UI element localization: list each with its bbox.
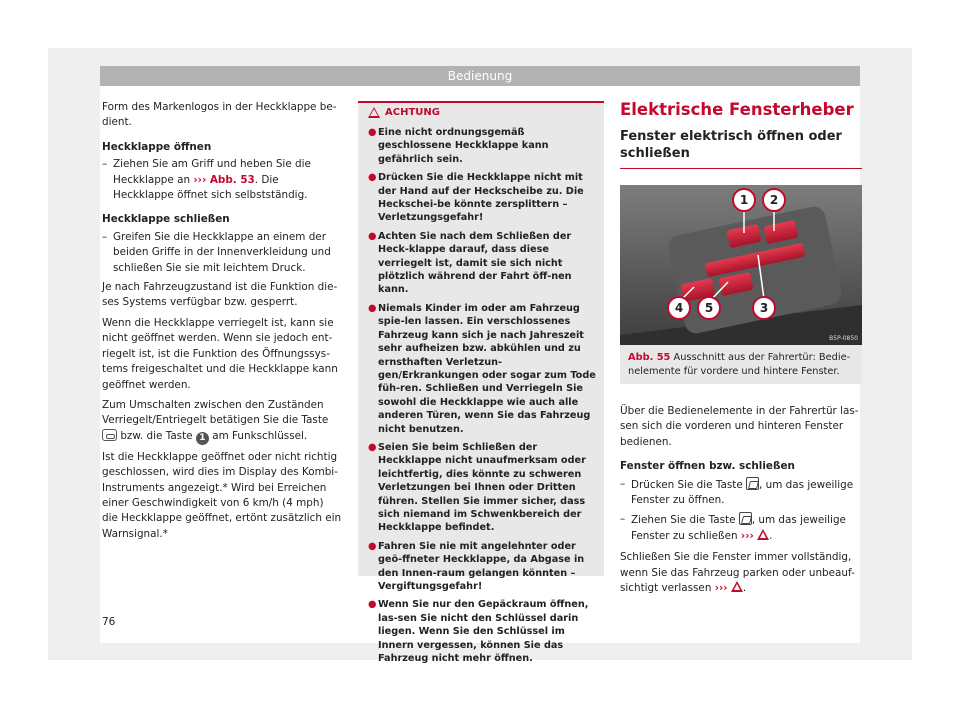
list-dash: – (102, 158, 108, 171)
bullet-icon: ● (368, 172, 377, 184)
window-switch-photo (620, 185, 862, 345)
callout-3: 3 (759, 301, 769, 315)
right-column (620, 100, 862, 601)
section-title: Elektrische Fensterheber (620, 100, 854, 119)
list-text: Greifen Sie die Heckklappe an einem der beiden Griffe in der Innenverkleidung und schließen Sie sie mit leichtem Druck. (113, 230, 331, 274)
locked-paragraph: Wenn die Heckklappe verriegelt ist, kann sie nicht geöffnet werden. Wenn sie jedoch ent-riegelt ist, ist die Funktion des Öffnungssys-tems freigeschaltet und die Heckklappe kann geöffnet werden. (102, 316, 338, 391)
state-paragraph: Je nach Fahrzeugzustand ist die Funktion die-ses Systems verfügbar bzw. gesperrt. (102, 281, 338, 309)
list-item-open (102, 157, 342, 203)
warning-triangle-icon (757, 529, 769, 540)
warning-reference-link[interactable]: ››› (740, 529, 754, 542)
warning-box (358, 101, 604, 665)
heading-close-tailgate: Heckklappe schließen (102, 213, 230, 226)
window-switch-icon (739, 512, 752, 525)
bullet-icon: ● (368, 441, 377, 453)
tailgate-key-icon (102, 429, 117, 441)
key-button-number-badge: 1 (196, 432, 209, 445)
list-item-press: – Drücken Sie die Taste , um das jeweilige Fenster zu öffnen. (620, 477, 862, 509)
warning-item: ● Niemals Kinder im oder am Fahrzeug spie-len lassen. Ein verschlossenes Fahrzeug kann sich je nach Jahreszeit sehr aufheizen bzw. abkühlen und zu ernsthaften Verletzun-gen/Erkrankungen oder sogar zum Tode füh-ren. Schließen und Verriegeln Sie sowohl die Heckklappe wie auch alle anderen Türen, wenn Sie das Fahrzeug nicht benutzen. (368, 302, 596, 435)
caption-label: Abb. 55 (628, 352, 671, 363)
heading-open-tailgate: Heckklappe öffnen (102, 140, 212, 153)
warning-item: ● Fahren Sie nie mit angelehnter oder geö-ffneter Heckklappe, da Abgase in den Innen-raum gelangen könnten – Vergiftungsgefahr! (368, 540, 585, 592)
close-windows-paragraph: Schließen Sie die Fenster immer vollständig, wenn Sie das Fahrzeug parken oder unbeauf-sichtigt verlassen ››› . (620, 551, 855, 595)
callout-4: 4 (674, 301, 684, 315)
list-item-close (102, 230, 342, 276)
window-switch-icon (746, 477, 759, 490)
intro-window-paragraph: Über die Bedienelemente in der Fahrertür las-sen sich die vorderen und hinteren Fenster bedienen. (620, 405, 859, 448)
callout-2: 2 (769, 193, 779, 207)
list-dash: – (620, 477, 626, 490)
warning-triangle-icon (731, 581, 743, 592)
warning-header (358, 103, 604, 121)
bullet-icon: ● (368, 127, 377, 138)
caption-text: Ausschnitt aus der Fahrertür: Bedie-nelemente für vordere und hintere Fenster. (628, 352, 851, 377)
figure (620, 185, 862, 384)
list-text: . Die Heckklappe öffnet sich selbstständig. (113, 173, 308, 202)
page-number: 76 (102, 616, 116, 628)
list-dash: – (102, 230, 108, 243)
figure-reference-link[interactable]: ››› Abb. 53 (193, 173, 255, 186)
figure-code: B5P-0850 (829, 335, 858, 342)
switch-paragraph: Zum Umschalten zwischen den Zuständen Verriegelt/Entriegelt betätigen Sie die Taste bzw. die Taste 1 am Funkschlüssel. (102, 398, 329, 443)
left-column (102, 100, 342, 547)
list-item-pull: – Ziehen Sie die Taste , um das jeweilige Fenster zu schließen ››› . (620, 512, 862, 544)
page-content (100, 86, 860, 665)
bullet-icon: ● (368, 540, 377, 552)
bullet-icon: ● (368, 302, 377, 314)
display-paragraph: Ist die Heckklappe geöffnet oder nicht richtig geschlossen, wird dies im Display des Kombi-Instruments angezeigt.* Wird bei Erreichen einer Geschwindigkeit von 6 km/h (4 mph) die Heckklappe geöffnet, ertönt zusätzlich ein Warnsignal.* (102, 450, 342, 540)
list-text: Ziehen Sie am Griff und heben Sie die Heckklappe an (113, 158, 311, 186)
warning-reference-link[interactable]: ››› (714, 582, 728, 595)
callout-5: 5 (704, 301, 714, 315)
warning-item: ● Seien Sie beim Schließen der Heckklappe nicht unaufmerksam oder leichtfertig, dies könnte zu schweren Verletzungen bei Ihnen oder Dritten führen. Stellen Sie immer sicher, dass sich niemand im Schwenkbereich der Heckklappe befindet. (368, 441, 586, 534)
warning-triangle-icon (368, 107, 380, 118)
heading-window-operation: Fenster öffnen bzw. schließen (620, 460, 795, 473)
bullet-icon: ● (368, 230, 377, 242)
warning-item: ● Achten Sie nach dem Schließen der Heck-klappe darauf, dass diese verriegelt ist, damit sie sich nicht plötzlich während der Fahrt öff-nen kann. (368, 230, 572, 296)
list-dash: – (620, 513, 626, 526)
warning-item: ● Drücken Sie die Heckklappe nicht mit der Hand auf der Heckscheibe zu. Die Heckschei-be könnte zersplittern – Verletzungsgefahr! (368, 172, 584, 224)
callout-1: 1 (739, 193, 749, 207)
warning-list (358, 121, 604, 665)
warning-item: ● Eine nicht ordnungsgemäß geschlossene Heckklappe kann gefährlich sein. (368, 127, 549, 165)
figure-caption (620, 345, 862, 384)
bullet-icon: ● (368, 599, 377, 611)
page-header (100, 66, 860, 86)
intro-paragraph: Form des Markenlogos in der Heckklappe be-dient. (102, 101, 337, 129)
warning-title: ACHTUNG (385, 106, 440, 118)
warning-item: ● Wenn Sie nur den Gepäckraum öffnen, las-sen Sie nicht den Schlüssel darin liegen. Wenn Sie den Schlüssel im Innern vergessen, können Sie das Fahrzeug nicht mehr öffnen. (368, 599, 589, 665)
section-subtitle: Fenster elektrisch öffnen oder schließen (620, 128, 862, 169)
header-title: Bedienung (447, 69, 513, 83)
